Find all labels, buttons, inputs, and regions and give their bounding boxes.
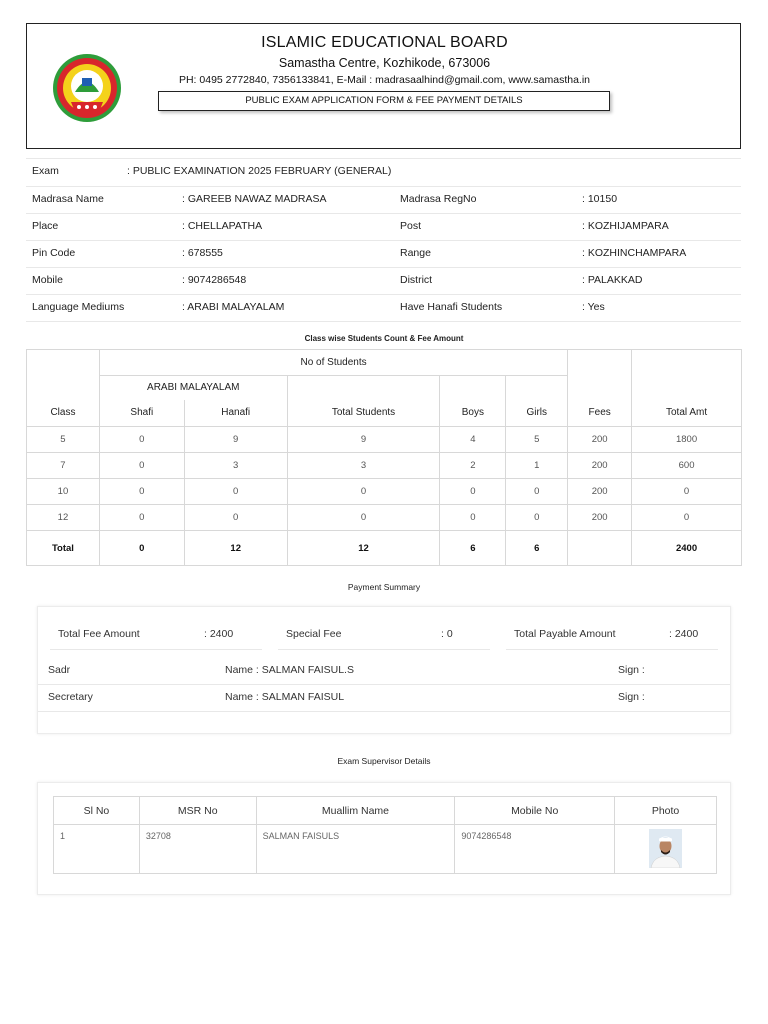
- cell-girls: 5: [506, 427, 568, 453]
- info-label: District: [400, 274, 433, 286]
- cell-msr: 32708: [139, 825, 256, 874]
- col-header-total-students: Total Students: [287, 376, 440, 427]
- col-header-girls: Girls: [506, 376, 568, 427]
- class-table-title: Class wise Students Count & Fee Amount: [304, 334, 464, 343]
- cell-total-students: 0: [287, 479, 440, 505]
- info-value: : GAREEB NAWAZ MADRASA: [182, 193, 327, 205]
- official-name: Name : SALMAN FAISUL.S: [225, 664, 354, 676]
- board-title: ISLAMIC EDUCATIONAL BOARD: [261, 34, 508, 51]
- cell-hanafi: 0: [184, 479, 287, 505]
- cell-total-amt: 0: [632, 479, 742, 505]
- col-header-class: Class: [27, 350, 100, 427]
- cell-class: 12: [27, 505, 100, 531]
- info-label: Place: [32, 220, 59, 232]
- cell-girls: 1: [506, 453, 568, 479]
- info-value: : 678555: [182, 247, 223, 259]
- total-payable-value: : 2400: [669, 628, 699, 640]
- class-fee-table: [26, 349, 742, 566]
- special-fee-field: [278, 621, 490, 650]
- total-payable-label: Total Payable Amount: [514, 628, 616, 640]
- cell-fees: 200: [568, 453, 632, 479]
- cell-total-students: 3: [287, 453, 440, 479]
- col-header-photo: Photo: [615, 797, 717, 825]
- cell-total-boys: 6: [440, 531, 506, 566]
- info-label: Language Mediums: [32, 301, 125, 313]
- info-label: Range: [400, 247, 431, 259]
- info-value: : CHELLAPATHA: [182, 220, 263, 232]
- board-contact: PH: 0495 2772840, 7356133841, E-Mail : madrasaalhind@gmail.com, www.samastha.in: [178, 74, 591, 86]
- cell-girls: 0: [506, 505, 568, 531]
- info-value: : KOZHINCHAMPARA: [582, 247, 687, 259]
- cell-class: 10: [27, 479, 100, 505]
- cell-total-amt: 1800: [632, 427, 742, 453]
- info-value: : Yes: [582, 301, 605, 313]
- supervisor-photo: [649, 829, 682, 868]
- info-value: : PALAKKAD: [582, 274, 643, 286]
- cell-fees: 200: [568, 427, 632, 453]
- official-sign: Sign :: [618, 691, 645, 703]
- official-role: Sadr: [48, 664, 71, 676]
- payment-summary-title: Payment Summary: [347, 582, 421, 592]
- table-row: [27, 505, 742, 531]
- official-role: Secretary: [48, 691, 93, 703]
- table-row: [27, 479, 742, 505]
- exam-value: : PUBLIC EXAMINATION 2025 FEBRUARY (GENERAL): [127, 165, 392, 177]
- cell-total-amt: 2400: [632, 531, 742, 566]
- exam-row: [26, 158, 741, 187]
- total-fee-value: : 2400: [204, 628, 234, 640]
- info-row: [26, 213, 741, 241]
- cell-hanafi: 3: [184, 453, 287, 479]
- cell-hanafi: 9: [184, 427, 287, 453]
- cell-mobile: 9074286548: [455, 825, 615, 874]
- info-row: [26, 186, 741, 214]
- cell-total-students: 9: [287, 427, 440, 453]
- col-header-sl: Sl No: [54, 797, 140, 825]
- cell-total-girls: 6: [506, 531, 568, 566]
- official-name: Name : SALMAN FAISUL: [225, 691, 345, 703]
- total-payable-field: [506, 621, 718, 650]
- cell-photo: [615, 825, 717, 874]
- cell-total-students: 0: [287, 505, 440, 531]
- form-title: PUBLIC EXAM APPLICATION FORM & FEE PAYMENT DETAILS: [158, 91, 610, 111]
- official-row: [38, 657, 730, 685]
- col-header-boys: Boys: [440, 376, 506, 427]
- cell-total-fees: [568, 531, 632, 566]
- special-fee-value: : 0: [441, 628, 453, 640]
- cell-shafi: 0: [99, 505, 184, 531]
- info-value: : 10150: [582, 193, 618, 205]
- cell-boys: 4: [440, 427, 506, 453]
- cell-boys: 0: [440, 505, 506, 531]
- cell-sl: 1: [54, 825, 140, 874]
- info-label: Have Hanafi Students: [400, 301, 503, 313]
- table-row: [54, 825, 717, 874]
- info-label: Madrasa RegNo: [400, 193, 477, 205]
- supervisor-table: [53, 796, 717, 874]
- info-row: [26, 267, 741, 295]
- cell-class: 5: [27, 427, 100, 453]
- info-label: Madrasa Name: [32, 193, 104, 205]
- cell-boys: 2: [440, 453, 506, 479]
- total-fee-field: [50, 621, 262, 650]
- col-header-msr: MSR No: [139, 797, 256, 825]
- supervisor-title: Exam Supervisor Details: [337, 756, 431, 766]
- total-fee-label: Total Fee Amount: [58, 628, 140, 640]
- info-label: Post: [400, 220, 422, 232]
- table-row: [27, 453, 742, 479]
- payment-summary-box: [37, 606, 731, 734]
- info-label: Mobile: [32, 274, 63, 286]
- header-box: [26, 23, 741, 149]
- cell-fees: 200: [568, 505, 632, 531]
- info-row: [26, 294, 741, 322]
- col-header-no-students: No of Students: [99, 350, 567, 376]
- cell-total-shafi: 0: [99, 531, 184, 566]
- col-header-total-amt: Total Amt: [632, 350, 742, 427]
- cell-shafi: 0: [99, 479, 184, 505]
- col-header-shafi: Shafi: [99, 400, 184, 427]
- supervisor-box: [37, 782, 731, 895]
- table-row: [27, 427, 742, 453]
- cell-total-hanafi: 12: [184, 531, 287, 566]
- table-total-row: [27, 531, 742, 566]
- col-header-mobile: Mobile No: [455, 797, 615, 825]
- col-header-fees: Fees: [568, 350, 632, 427]
- exam-label: Exam: [32, 165, 59, 177]
- cell-total-amt: 0: [632, 505, 742, 531]
- official-sign: Sign :: [618, 664, 645, 676]
- cell-boys: 0: [440, 479, 506, 505]
- board-address: Samastha Centre, Kozhikode, 673006: [278, 56, 491, 70]
- info-value: : ARABI MALAYALAM: [182, 301, 285, 313]
- cell-total-label: Total: [27, 531, 100, 566]
- info-label: Pin Code: [32, 247, 76, 259]
- info-value: : KOZHIJAMPARA: [582, 220, 669, 232]
- col-header-medium: ARABI MALAYALAM: [99, 376, 287, 400]
- cell-girls: 0: [506, 479, 568, 505]
- col-header-muallim-name: Muallim Name: [256, 797, 455, 825]
- info-row: [26, 240, 741, 268]
- cell-muallim-name: SALMAN FAISULS: [256, 825, 455, 874]
- cell-shafi: 0: [99, 427, 184, 453]
- cell-class: 7: [27, 453, 100, 479]
- col-header-hanafi: Hanafi: [184, 400, 287, 427]
- cell-total-amt: 600: [632, 453, 742, 479]
- cell-shafi: 0: [99, 453, 184, 479]
- cell-hanafi: 0: [184, 505, 287, 531]
- official-row: [38, 684, 730, 712]
- info-value: : 9074286548: [182, 274, 247, 286]
- cell-total-students: 12: [287, 531, 440, 566]
- cell-fees: 200: [568, 479, 632, 505]
- special-fee-label: Special Fee: [286, 628, 342, 640]
